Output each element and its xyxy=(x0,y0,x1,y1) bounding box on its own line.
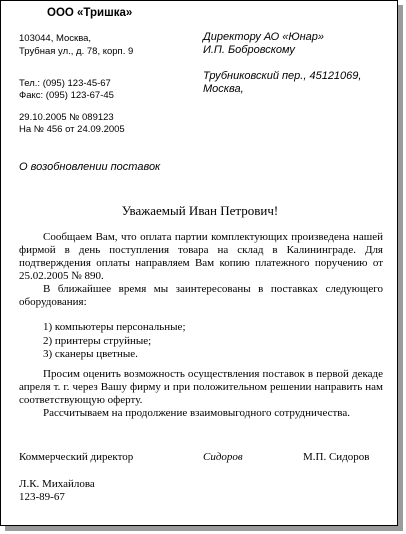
sender-address-line2: Трубная ул., д. 78, корп. 9 xyxy=(19,46,134,57)
sender-phone: Тел.: (095) 123-45-67 xyxy=(19,78,111,89)
recipient-line2: И.П. Бобровскому xyxy=(203,44,295,56)
sender-fax: Факс: (095) 123-67-45 xyxy=(19,90,114,101)
signatory-name: М.П. Сидоров xyxy=(303,451,370,463)
recipient-line4: Москва, xyxy=(203,83,244,95)
paragraph-2: В ближайшее время мы заинтересованы в поставках следующего оборудования: xyxy=(19,283,383,308)
letter-subject: О возобновлении поставок xyxy=(19,161,161,173)
executor-name: Л.К. Михайлова xyxy=(19,478,95,490)
recipient-line1: Директору АО «Юнар» xyxy=(203,31,324,43)
list-item-3: 3) сканеры цветные. xyxy=(43,348,138,360)
letter-date-number: 29.10.2005 № 089123 xyxy=(19,112,114,123)
letter-reference: На № 456 от 24.09.2005 xyxy=(19,124,125,135)
list-item-1: 1) компьютеры персональные; xyxy=(43,321,186,333)
sender-company: ООО «Тришка» xyxy=(47,7,133,19)
signature-position: Коммерческий директор xyxy=(19,451,134,463)
paragraph-4: Рассчитываем на продолжение взаимовыгодного сотрудничества. xyxy=(43,407,350,419)
handwritten-signature: Сидоров xyxy=(203,451,243,463)
list-item-2: 2) принтеры струйные; xyxy=(43,335,152,347)
recipient-line3: Трубниковский пер., 45121069, xyxy=(203,70,362,82)
paragraph-3: Просим оценить возможность осуществления поставок в первой декаде апреля т. г. через Вашу фирму и при положительном решении направить нам соответствующую оферту. xyxy=(19,368,383,406)
executor-phone: 123-89-67 xyxy=(19,491,65,503)
sender-address-line1: 103044, Москва, xyxy=(19,33,92,44)
paragraph-1: Сообщаем Вам, что оплата партии комплектующих произведена нашей фирмой в день поступления товара на склад в Калининграде. Для подтверждения оплаты направляем Вам копию платежного поручению от 25.02.2005 № 890. xyxy=(19,231,383,282)
letter-greeting: Уважаемый Иван Петрович! xyxy=(121,203,279,218)
